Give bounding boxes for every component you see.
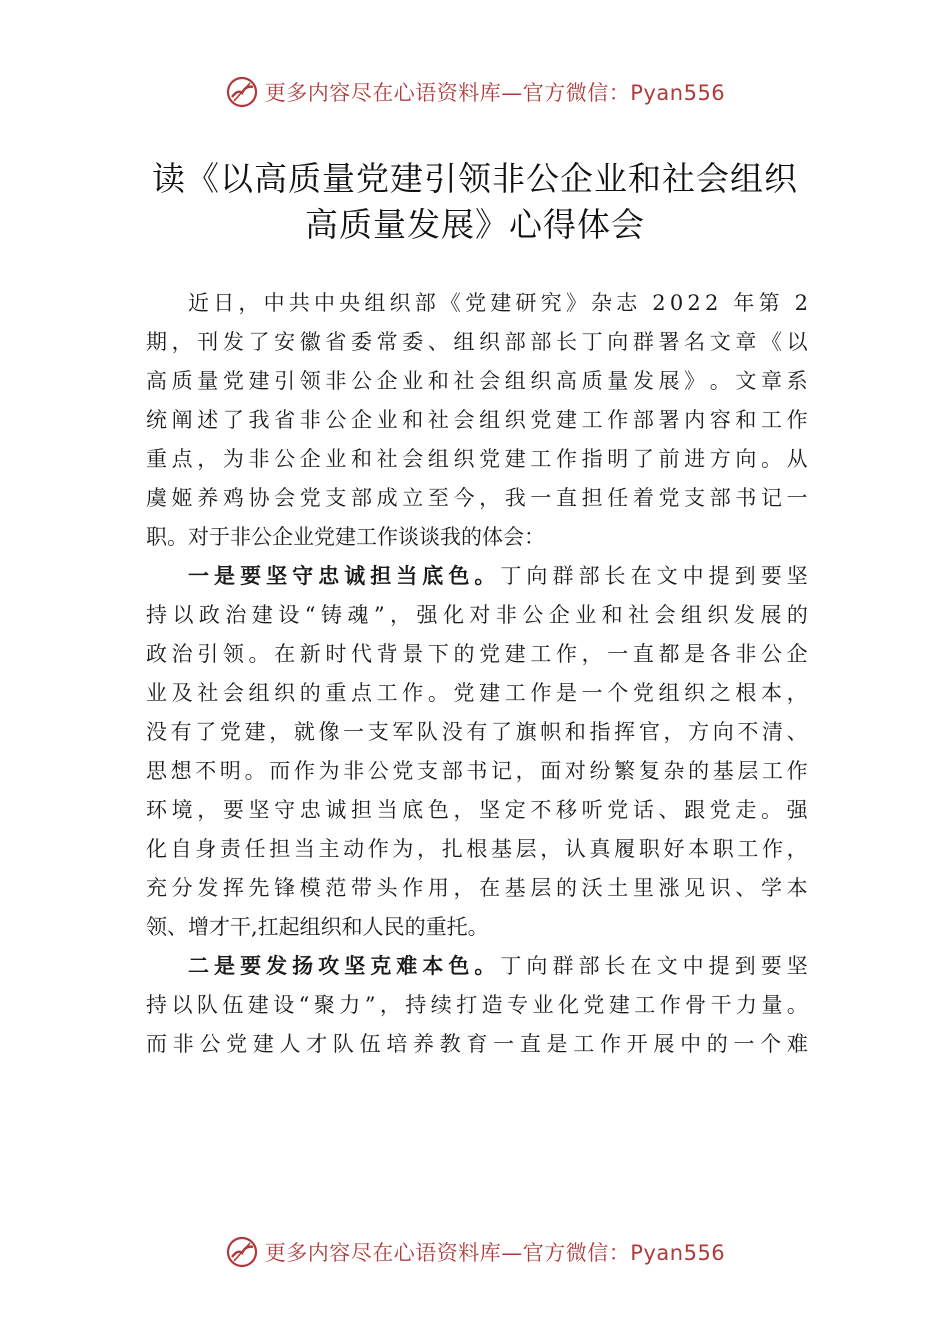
text-line: 一 是 要 坚 守 忠 诚 担 当 底 色 。 丁 向 群 部 长 在 文 中 提 到 要 坚 [188, 564, 808, 588]
title-line-2: 高质量发展》心得体会 [305, 205, 645, 244]
paragraph-intro [146, 284, 808, 557]
text-line: 环 境 ， 要 坚 守 忠 诚 担 当 底 色 ， 坚 定 不 移 听 党 话 、 跟 党 走 。 强 [146, 798, 808, 822]
text-line: 领、增才干,扛起组织和人民的重托。 [146, 915, 489, 939]
text-line: 没 有 了 党 建 ， 就 像 一 支 军 队 没 有 了 旗 帜 和 指 挥 官 ， 方 向 不 清 、 [146, 720, 808, 744]
text-line: 重 点 ， 为 非 公 企 业 和 社 会 组 织 党 建 工 作 指 明 了 前 进 方 向 。 从 [146, 447, 808, 471]
book-logo-icon [225, 75, 259, 109]
text-line: 业 及 社 会 组 织 的 重 点 工 作 。 党 建 工 作 是 一 个 党 组 织 之 根 本 ， [146, 681, 808, 705]
text-line: 二 是 要 发 扬 攻 坚 克 难 本 色 。 丁 向 群 部 长 在 文 中 提 到 要 坚 [188, 954, 808, 978]
text-line: 充 分 发 挥 先 锋 模 范 带 头 作 用 ， 在 基 层 的 沃 土 里 涨 见 识 、 学 本 [146, 876, 808, 900]
text-line: 职。对于非公企业党建工作谈谈我的体会： [146, 525, 545, 549]
text-line: 而 非 公 党 建 人 才 队 伍 培 养 教 育 一 直 是 工 作 开 展 中 的 一 个 难 [146, 1032, 808, 1056]
paragraph-point-one [146, 557, 808, 947]
text-line: 统 阐 述 了 我 省 非 公 企 业 和 社 会 组 织 党 建 工 作 部 署 内 容 和 工 作 [146, 408, 808, 432]
text-line: 近 日 ， 中 共 中 央 组 织 部 《 党 建 研 究 》 杂 志 2 0 2 2 年 第 2 [188, 291, 808, 315]
text-line: 思 想 不 明 。 而 作 为 非 公 党 支 部 书 记 ， 面 对 纷 繁 复 杂 的 基 层 工 作 [146, 759, 808, 783]
watermark-banner-top [0, 72, 950, 112]
watermark-text: 更多内容尽在心语资料库—官方微信：Pyan556 [264, 81, 726, 105]
text-line: 期 ， 刊 发 了 安 徽 省 委 常 委 、 组 织 部 部 长 丁 向 群 署 名 文 章 《 以 [146, 330, 808, 354]
watermark-banner-bottom [0, 1232, 950, 1272]
watermark-text: 更多内容尽在心语资料库—官方微信：Pyan556 [264, 1241, 726, 1265]
text-line: 持 以 政 治 建 设 “ 铸 魂 ” ， 强 化 对 非 公 企 业 和 社 会 组 织 发 展 的 [146, 603, 808, 627]
title-line-1: 读《以高质量党建引领非公企业和社会组织 [152, 159, 798, 198]
text-line: 持 以 队 伍 建 设 “ 聚 力 ” ， 持 续 打 造 专 业 化 党 建 工 作 骨 干 力 量 。 [146, 993, 808, 1017]
document-body [146, 284, 808, 1064]
book-logo-icon [225, 1235, 259, 1269]
text-line: 化 自 身 责 任 担 当 主 动 作 为 ， 扎 根 基 层 ， 认 真 履 职 好 本 职 工 作 ， [146, 837, 808, 861]
text-line: 政 治 引 领 。 在 新 时 代 背 景 下 的 党 建 工 作 ， 一 直 都 是 各 非 公 企 [146, 642, 808, 666]
text-line: 高 质 量 党 建 引 领 非 公 企 业 和 社 会 组 织 高 质 量 发 展 》 。 文 章 系 [146, 369, 808, 393]
paragraph-point-two [146, 947, 808, 1064]
text-line: 虞 姬 养 鸡 协 会 党 支 部 成 立 至 今 ， 我 一 直 担 任 着 党 支 部 书 记 一 [146, 486, 808, 510]
document-title [60, 156, 890, 248]
